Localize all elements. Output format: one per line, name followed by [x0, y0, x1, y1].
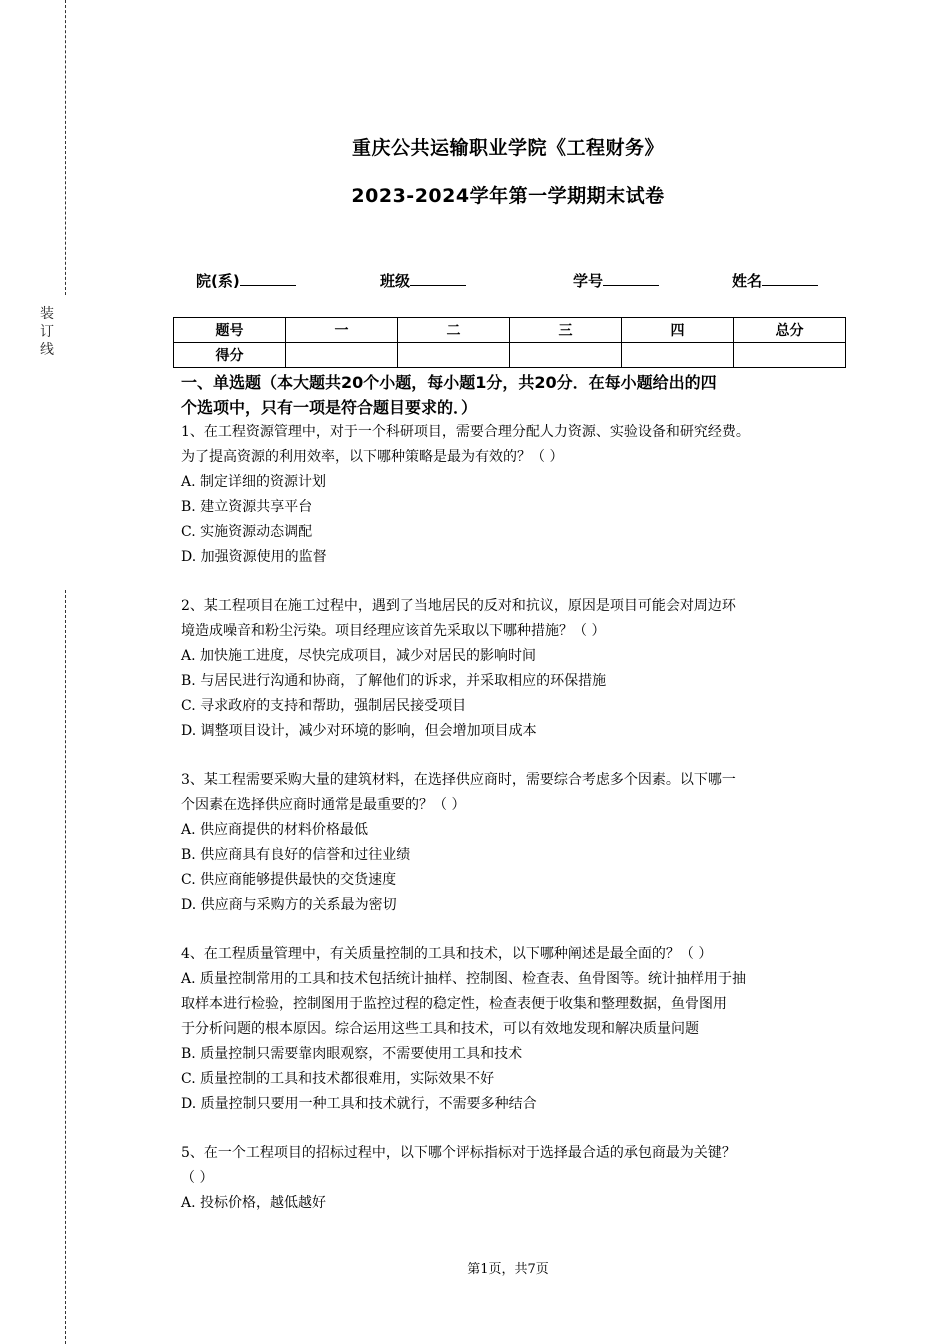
question-stem: 2、某工程项目在施工过程中，遇到了当地居民的反对和抗议，原因是项目可能会对周边环: [181, 598, 736, 614]
question-5: [181, 1141, 853, 1216]
score-cell: 四: [622, 318, 734, 343]
student-id-blank: [603, 271, 659, 286]
score-cell: [510, 343, 622, 368]
question-stem: （ ）: [181, 1170, 214, 1186]
option-a: A. 供应商提供的材料价格最低: [181, 822, 369, 838]
score-cell: [734, 343, 846, 368]
binding-char: 装: [40, 306, 54, 322]
option-b: B. 与居民进行沟通和协商，了解他们的诉求，并采取相应的环保措施: [181, 673, 607, 689]
option-a: A. 加快施工进度，尽快完成项目，减少对居民的影响时间: [181, 648, 537, 664]
option-c: C. 质量控制的工具和技术都很难用，实际效果不好: [181, 1071, 495, 1087]
option-a-continued: 取样本进行检验，控制图用于监控过程的稳定性，检查表便于收集和整理数据，鱼骨图用: [181, 996, 727, 1012]
section-heading-line: 个选项中，只有一项是符合题目要求的．）: [181, 398, 478, 417]
dept-blank: [240, 271, 296, 286]
score-cell: 一: [286, 318, 398, 343]
exam-title-line1: 重庆公共运输职业学院《工程财务》: [351, 137, 664, 159]
score-table: [173, 317, 846, 368]
student-id-label: 学号: [573, 272, 604, 290]
option-a: A. 制定详细的资源计划: [181, 474, 327, 490]
binding-label: [38, 305, 56, 359]
option-c: C. 供应商能够提供最快的交货速度: [181, 872, 397, 888]
option-d: D. 质量控制只要用一种工具和技术就行，不需要多种结合: [181, 1096, 537, 1112]
option-d: D. 加强资源使用的监督: [181, 549, 327, 565]
dept-field: [196, 270, 296, 291]
option-d: D. 调整项目设计，减少对环境的影响，但会增加项目成本: [181, 723, 537, 739]
question-stem: 3、某工程需要采购大量的建筑材料，在选择供应商时，需要综合考虑多个因素。以下哪一: [181, 772, 736, 788]
score-cell: 得分: [174, 343, 286, 368]
question-stem: 4、在工程质量管理中，有关质量控制的工具和技术，以下哪种阐述是最全面的？（ ）: [181, 946, 713, 962]
option-b: B. 质量控制只需要靠肉眼观察，不需要使用工具和技术: [181, 1046, 523, 1062]
option-a: A. 投标价格，越低越好: [181, 1195, 327, 1211]
question-stem: 5、在一个工程项目的招标过程中，以下哪个评标指标对于选择最合适的承包商最为关键？: [181, 1145, 736, 1161]
question-4: [181, 942, 853, 1117]
score-table-header-row: [174, 318, 846, 343]
name-blank: [762, 271, 818, 286]
class-blank: [410, 271, 466, 286]
binding-line-bottom: [65, 590, 66, 1344]
binding-char: 线: [40, 342, 54, 358]
option-c: C. 实施资源动态调配: [181, 524, 313, 540]
question-stem: 1、在工程资源管理中，对于一个科研项目，需要合理分配人力资源、实验设备和研究经费。: [181, 424, 750, 440]
page-number: 第1页，共7页: [467, 1262, 549, 1277]
section-heading: [181, 370, 861, 420]
binding-char: 订: [40, 324, 54, 340]
score-cell: 三: [510, 318, 622, 343]
question-stem: 为了提高资源的利用效率，以下哪种策略是最为有效的？（ ）: [181, 449, 564, 465]
score-table-score-row: [174, 343, 846, 368]
name-label: 姓名: [732, 272, 763, 290]
class-field: [380, 270, 466, 291]
option-b: B. 供应商具有良好的信誉和过往业绩: [181, 847, 411, 863]
question-2: [181, 594, 853, 744]
score-cell: 二: [398, 318, 510, 343]
exam-title-line2: 2023-2024学年第一学期期末试卷: [351, 185, 665, 207]
option-d: D. 供应商与采购方的关系最为密切: [181, 897, 397, 913]
score-cell: 题号: [174, 318, 286, 343]
section-heading-line: 一、单选题（本大题共20个小题，每小题1分，共20分．在每小题给出的四: [181, 373, 717, 392]
option-b: B. 建立资源共享平台: [181, 499, 313, 515]
score-cell: [286, 343, 398, 368]
score-cell: [622, 343, 734, 368]
name-field: [732, 270, 818, 291]
student-id-field: [573, 270, 659, 291]
question-3: [181, 768, 853, 918]
option-c: C. 寻求政府的支持和帮助，强制居民接受项目: [181, 698, 467, 714]
option-a-continued: 于分析问题的根本原因。综合运用这些工具和技术，可以有效地发现和解决质量问题: [181, 1021, 699, 1037]
question-stem: 境造成噪音和粉尘污染。项目经理应该首先采取以下哪种措施？（ ）: [181, 623, 606, 639]
class-label: 班级: [380, 272, 411, 290]
score-cell: 总分: [734, 318, 846, 343]
option-a: A. 质量控制常用的工具和技术包括统计抽样、控制图、检查表、鱼骨图等。统计抽样用于抽: [181, 971, 747, 987]
dept-label: 院(系): [196, 272, 240, 290]
score-cell: [398, 343, 510, 368]
question-1: [181, 420, 853, 570]
question-stem: 个因素在选择供应商时通常是最重要的？（ ）: [181, 797, 466, 813]
